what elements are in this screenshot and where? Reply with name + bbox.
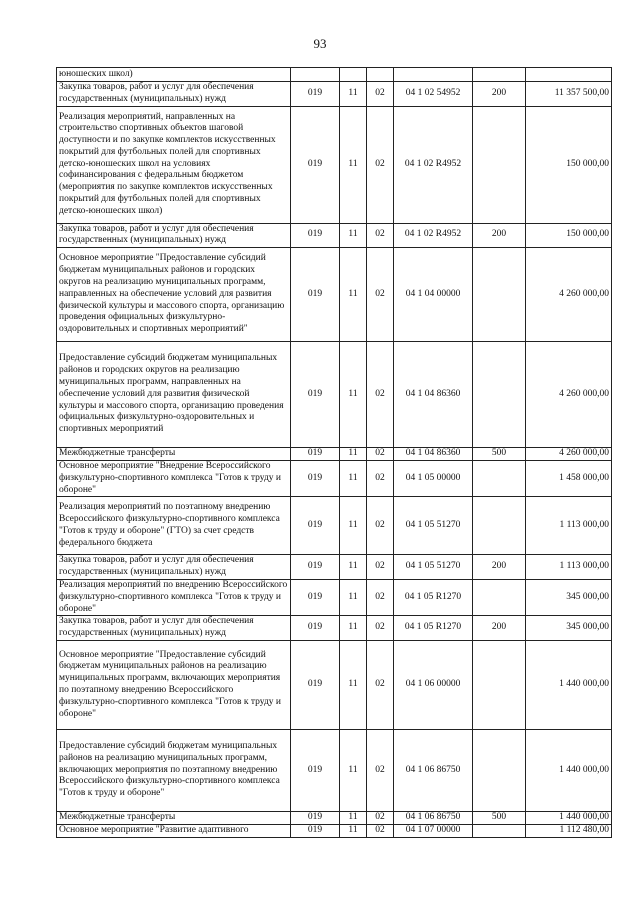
subsection-code-cell: 02 bbox=[367, 811, 394, 824]
expense-type-cell: 200 bbox=[473, 223, 526, 248]
target-code-cell bbox=[394, 68, 473, 82]
subsection-code-cell: 02 bbox=[367, 729, 394, 811]
amount-cell: 1 113 000,00 bbox=[526, 555, 612, 580]
row-name-cell: Межбюджетные трансферты bbox=[57, 811, 291, 824]
expense-type-cell: 500 bbox=[473, 811, 526, 824]
subsection-code-cell: 02 bbox=[367, 223, 394, 248]
row-name-cell: Межбюджетные трансферты bbox=[57, 448, 291, 461]
table-row bbox=[57, 640, 612, 729]
section-code-cell: 11 bbox=[340, 555, 367, 580]
section-code-cell: 11 bbox=[340, 460, 367, 496]
section-code-cell: 11 bbox=[340, 579, 367, 615]
budget-table bbox=[56, 67, 612, 838]
amount-cell: 150 000,00 bbox=[526, 106, 612, 223]
target-code-cell: 04 1 05 R1270 bbox=[394, 579, 473, 615]
ministry-code-cell: 019 bbox=[291, 460, 340, 496]
table-row bbox=[57, 579, 612, 615]
section-code-cell: 11 bbox=[340, 448, 367, 461]
section-code-cell: 11 bbox=[340, 729, 367, 811]
target-code-cell: 04 1 02 54952 bbox=[394, 82, 473, 107]
section-code-cell: 11 bbox=[340, 342, 367, 448]
table-row bbox=[57, 248, 612, 342]
section-code-cell: 11 bbox=[340, 824, 367, 837]
row-name-cell: Основное мероприятие "Внедрение Всероссийского физкультурно-спортивного комплекса "Готов к труду и обороне" bbox=[57, 460, 291, 496]
table-row bbox=[57, 460, 612, 496]
target-code-cell: 04 1 05 51270 bbox=[394, 555, 473, 580]
ministry-code-cell bbox=[291, 68, 340, 82]
subsection-code-cell bbox=[367, 68, 394, 82]
amount-cell: 1 112 480,00 bbox=[526, 824, 612, 837]
section-code-cell bbox=[340, 68, 367, 82]
ministry-code-cell: 019 bbox=[291, 729, 340, 811]
section-code-cell: 11 bbox=[340, 616, 367, 641]
row-name-cell: Основное мероприятие "Предоставление субсидий бюджетам муниципальных районов и городских округов на реализацию муниципальных программ, направленных на обеспечение условий для развития физической культуры и массового спорта, организацию проведения официальных физкультурно-оздоровительных и спортивных мероприятий" bbox=[57, 248, 291, 342]
target-code-cell: 04 1 05 51270 bbox=[394, 497, 473, 555]
table-row bbox=[57, 616, 612, 641]
section-code-cell: 11 bbox=[340, 497, 367, 555]
row-name-cell: Реализация мероприятий по внедрению Всероссийского физкультурно-спортивного комплекса "Готов к труду и обороне" bbox=[57, 579, 291, 615]
target-code-cell: 04 1 02 R4952 bbox=[394, 106, 473, 223]
section-code-cell: 11 bbox=[340, 248, 367, 342]
ministry-code-cell: 019 bbox=[291, 555, 340, 580]
expense-type-cell: 200 bbox=[473, 616, 526, 641]
section-code-cell: 11 bbox=[340, 106, 367, 223]
table-row bbox=[57, 497, 612, 555]
target-code-cell: 04 1 04 86360 bbox=[394, 448, 473, 461]
amount-cell: 4 260 000,00 bbox=[526, 248, 612, 342]
ministry-code-cell: 019 bbox=[291, 640, 340, 729]
section-code-cell: 11 bbox=[340, 811, 367, 824]
expense-type-cell bbox=[473, 342, 526, 448]
table-row bbox=[57, 448, 612, 461]
subsection-code-cell: 02 bbox=[367, 342, 394, 448]
expense-type-cell bbox=[473, 248, 526, 342]
ministry-code-cell: 019 bbox=[291, 82, 340, 107]
expense-type-cell bbox=[473, 824, 526, 837]
section-code-cell: 11 bbox=[340, 82, 367, 107]
subsection-code-cell: 02 bbox=[367, 448, 394, 461]
amount-cell bbox=[526, 68, 612, 82]
row-name-cell: Основное мероприятие "Предоставление субсидий бюджетам муниципальных районов на реализацию муниципальных программ, включающих мероприятия по поэтапному внедрению Всероссийского физкультурно-спортивного комплекса "Готов к труду и обороне" bbox=[57, 640, 291, 729]
subsection-code-cell: 02 bbox=[367, 555, 394, 580]
amount-cell: 1 440 000,00 bbox=[526, 640, 612, 729]
target-code-cell: 04 1 05 00000 bbox=[394, 460, 473, 496]
expense-type-cell: 200 bbox=[473, 82, 526, 107]
amount-cell: 1 440 000,00 bbox=[526, 729, 612, 811]
row-name-cell: Основное мероприятие "Развитие адаптивного bbox=[57, 824, 291, 837]
ministry-code-cell: 019 bbox=[291, 248, 340, 342]
table-row bbox=[57, 729, 612, 811]
expense-type-cell: 200 bbox=[473, 555, 526, 580]
subsection-code-cell: 02 bbox=[367, 460, 394, 496]
row-name-cell: Реализация мероприятий по поэтапному внедрению Всероссийского физкультурно-спортивного комплекса "Готов к труду и обороне" (ГТО) за счет средств федерального бюджета bbox=[57, 497, 291, 555]
row-name-cell: юношеских школ) bbox=[57, 68, 291, 82]
page-number: 93 bbox=[313, 36, 327, 51]
row-name-cell: Закупка товаров, работ и услуг для обеспечения государственных (муниципальных) нужд bbox=[57, 616, 291, 641]
subsection-code-cell: 02 bbox=[367, 824, 394, 837]
expense-type-cell bbox=[473, 68, 526, 82]
expense-type-cell bbox=[473, 729, 526, 811]
expense-type-cell bbox=[473, 579, 526, 615]
row-name-cell: Реализация мероприятий, направленных на строительство спортивных объектов шаговой доступности и по закупке комплектов искусственных покрытий для футбольных полей для спортивных детско-юношеских школ на условиях софинансирования с федеральным бюджетом (мероприятия по закупке комплектов искусственных покрытий для футбольных полей для спортивных детско-юношеских школ) bbox=[57, 106, 291, 223]
target-code-cell: 04 1 07 00000 bbox=[394, 824, 473, 837]
target-code-cell: 04 1 04 86360 bbox=[394, 342, 473, 448]
subsection-code-cell: 02 bbox=[367, 82, 394, 107]
subsection-code-cell: 02 bbox=[367, 248, 394, 342]
target-code-cell: 04 1 06 86750 bbox=[394, 729, 473, 811]
row-name-cell: Закупка товаров, работ и услуг для обеспечения государственных (муниципальных) нужд bbox=[57, 555, 291, 580]
amount-cell: 11 357 500,00 bbox=[526, 82, 612, 107]
subsection-code-cell: 02 bbox=[367, 106, 394, 223]
target-code-cell: 04 1 05 R1270 bbox=[394, 616, 473, 641]
table-row bbox=[57, 555, 612, 580]
amount-cell: 150 000,00 bbox=[526, 223, 612, 248]
amount-cell: 4 260 000,00 bbox=[526, 448, 612, 461]
row-name-cell: Предоставление субсидий бюджетам муниципальных районов на реализацию муниципальных программ, включающих мероприятия по поэтапному внедрению Всероссийского физкультурно-спортивного комплекса "Готов к труду и обороне" bbox=[57, 729, 291, 811]
ministry-code-cell: 019 bbox=[291, 616, 340, 641]
expense-type-cell bbox=[473, 460, 526, 496]
table-row bbox=[57, 106, 612, 223]
amount-cell: 345 000,00 bbox=[526, 579, 612, 615]
table-row bbox=[57, 824, 612, 837]
expense-type-cell: 500 bbox=[473, 448, 526, 461]
ministry-code-cell: 019 bbox=[291, 811, 340, 824]
amount-cell: 1 113 000,00 bbox=[526, 497, 612, 555]
table-row bbox=[57, 82, 612, 107]
table-body bbox=[57, 68, 612, 838]
expense-type-cell bbox=[473, 106, 526, 223]
amount-cell: 345 000,00 bbox=[526, 616, 612, 641]
amount-cell: 1 458 000,00 bbox=[526, 460, 612, 496]
subsection-code-cell: 02 bbox=[367, 616, 394, 641]
section-code-cell: 11 bbox=[340, 223, 367, 248]
expense-type-cell bbox=[473, 497, 526, 555]
section-code-cell: 11 bbox=[340, 640, 367, 729]
ministry-code-cell: 019 bbox=[291, 448, 340, 461]
subsection-code-cell: 02 bbox=[367, 640, 394, 729]
target-code-cell: 04 1 04 00000 bbox=[394, 248, 473, 342]
row-name-cell: Закупка товаров, работ и услуг для обеспечения государственных (муниципальных) нужд bbox=[57, 223, 291, 248]
amount-cell: 1 440 000,00 bbox=[526, 811, 612, 824]
target-code-cell: 04 1 06 00000 bbox=[394, 640, 473, 729]
subsection-code-cell: 02 bbox=[367, 497, 394, 555]
ministry-code-cell: 019 bbox=[291, 106, 340, 223]
ministry-code-cell: 019 bbox=[291, 579, 340, 615]
table-row bbox=[57, 223, 612, 248]
ministry-code-cell: 019 bbox=[291, 223, 340, 248]
expense-type-cell bbox=[473, 640, 526, 729]
ministry-code-cell: 019 bbox=[291, 497, 340, 555]
table-row bbox=[57, 811, 612, 824]
subsection-code-cell: 02 bbox=[367, 579, 394, 615]
ministry-code-cell: 019 bbox=[291, 342, 340, 448]
ministry-code-cell: 019 bbox=[291, 824, 340, 837]
table-row bbox=[57, 342, 612, 448]
row-name-cell: Предоставление субсидий бюджетам муниципальных районов и городских округов на реализацию муниципальных программ, направленных на обеспечение условий для развития физической культуры и массового спорта, организацию проведения официальных физкультурно-оздоровительных и спортивных мероприятий bbox=[57, 342, 291, 448]
target-code-cell: 04 1 02 R4952 bbox=[394, 223, 473, 248]
target-code-cell: 04 1 06 86750 bbox=[394, 811, 473, 824]
table-row bbox=[57, 68, 612, 82]
amount-cell: 4 260 000,00 bbox=[526, 342, 612, 448]
row-name-cell: Закупка товаров, работ и услуг для обеспечения государственных (муниципальных) нужд bbox=[57, 82, 291, 107]
